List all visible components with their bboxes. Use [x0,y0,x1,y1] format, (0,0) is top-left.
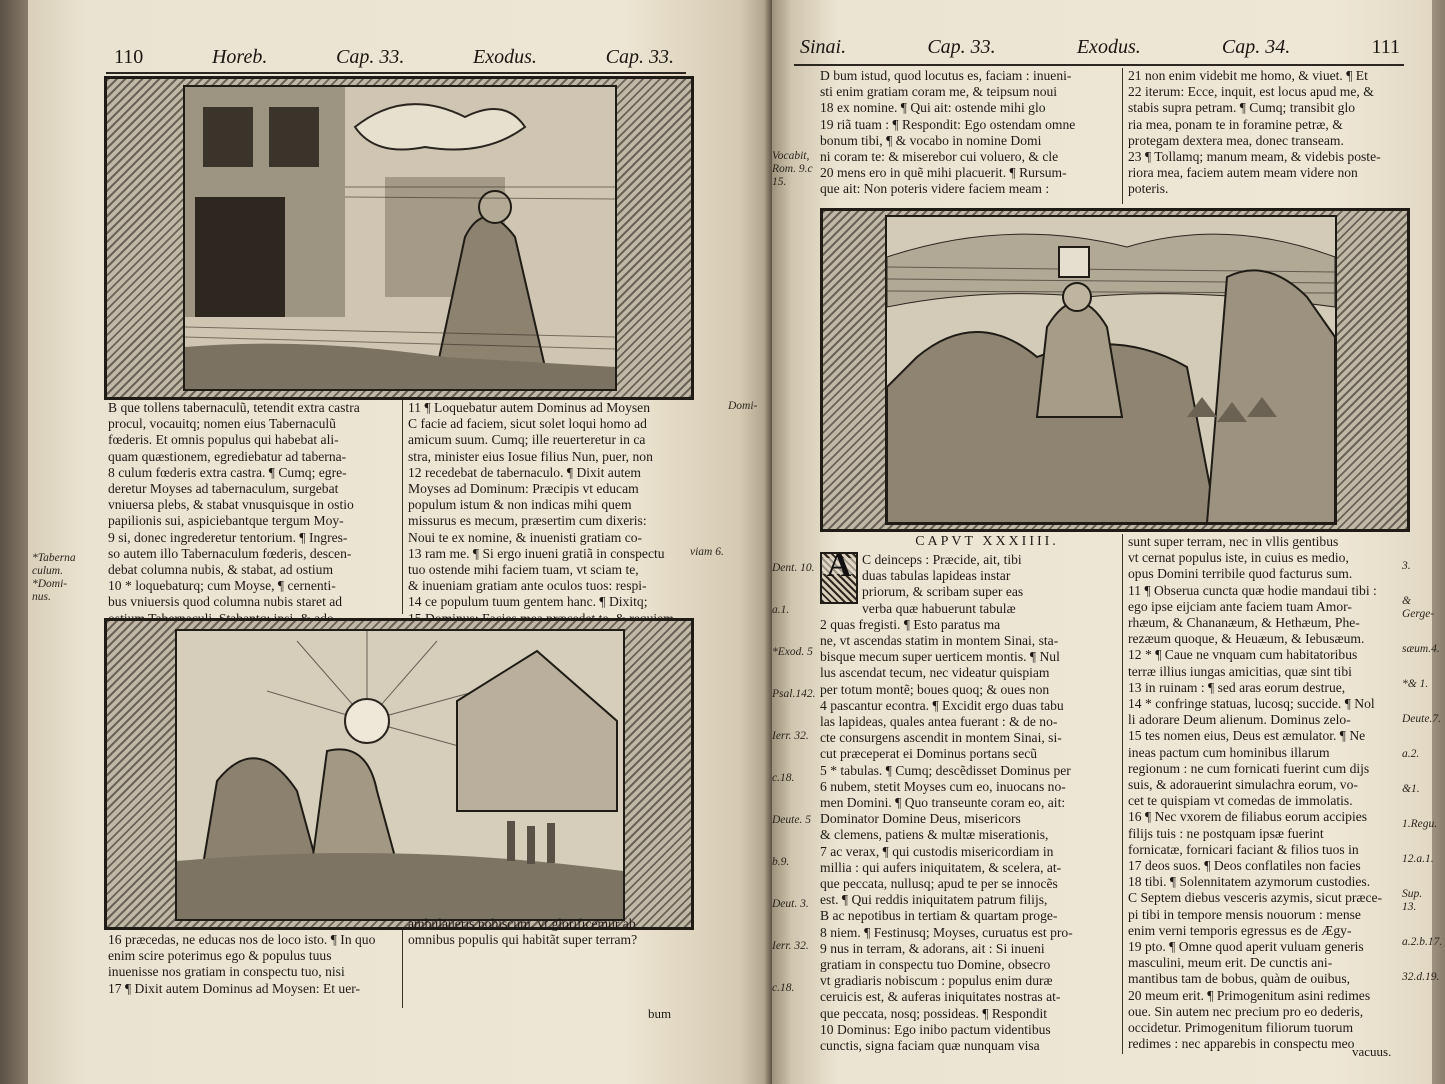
margin-note-line: Ierr. 32. [772,940,809,952]
text-line: quam quæstionem, egrediebatur ad taberna- [108,448,347,464]
text-line: suis, & adorauerint simulachra eorum, vo- [1128,777,1358,793]
text-line: omnibus populis qui habitãt super terram? [408,932,638,948]
text-line: Moyses ad Dominum: Præcipis vt educam [408,481,639,497]
margin-note-line: *& 1. [1402,678,1429,690]
text-line: deretur Moyses ad tabernaculum, surgebat [108,481,339,497]
text-line: 12 * ¶ Caue ne vnquam cum habitatoribus [1128,647,1358,663]
text-line: rhæum, & Chananæum, & Hethæum, Phe- [1128,615,1360,631]
text-line: 11 ¶ Loquebatur autem Dominus ad Moysen [408,400,650,415]
right-catchword: vacuus. [1352,1044,1392,1059]
right-top-column-2 [1128,68,1400,198]
text-line: 10 Dominus: Ego inibo pactum videntibus [820,1021,1051,1037]
text-line: que peccata, nullusq; apud te per se innocẽs [820,876,1058,892]
margin-note-line: sæum.4. [1402,643,1440,655]
text-line: cte consurgens ascendit in montem Sinai, si- [820,730,1062,746]
text-line: protegam dextera mea, donec transeam. [1128,132,1344,148]
text-line: 20 mens ero in quẽ mihi placuerit. ¶ Rursum- [820,165,1067,181]
margin-note-line: Deut. 3. [772,898,809,910]
text-line: sunt super terram, nec in vllis gentibus [1128,534,1339,549]
text-line: stabis supra petram. ¶ Cumq; transibit glo [1128,100,1356,116]
text-line: riora mea, faciem autem meam videre non [1128,165,1358,181]
margin-note-line: 1.Regu. [1402,818,1438,830]
text-line: pi tibi in tempore mensis nouorum : mense [1128,906,1361,922]
text-line: regionum : ne cum fornicati fuerint cum dijs [1128,760,1370,776]
left-book-heading: Exodus. [473,46,537,68]
text-line: 11 ¶ Obserua cuncta quæ hodie mandaui tibi : [1128,582,1377,598]
text-line: missurus es mecum, præsertim cum dixeris: [408,513,647,529]
text-line: 22 iterum: Ecce, inquit, est locus apud me, & [1128,84,1374,100]
text-line: enim scire poterimus ego & populus tuus [108,948,332,964]
margin-note-line: Deute.7. [1402,713,1441,725]
left-page-number: 110 [114,46,144,68]
left-text-column-1 [108,400,394,643]
left-top-margin-note: Domi- [728,400,758,412]
left-place-heading: Horeb. [211,46,268,68]
text-line: las lapideas, quales antea fuerant : & de no- [820,714,1058,730]
text-line: terræ illius iungas amicitias, quæ sint tibi [1128,663,1352,679]
right-running-head [800,36,1400,59]
text-line: 23 ¶ Tollamq; manum meam, & videbis poste- [1128,149,1381,165]
margin-note-line: Deute. 5 [772,814,811,826]
margin-note-line: b.9. [772,856,790,868]
text-line: oue. Sin autem nec precium pro eo dederis, [1128,1003,1364,1019]
text-line: Noui te ex nomine, & inuenisti gratiam co- [408,529,643,545]
text-line: 14 * confringe statuas, lucosq; succide. ¶ Nol [1128,696,1375,712]
text-line: Dominator Domine Deus, misericors [820,811,1021,827]
margin-note-line: c.18. [772,772,795,784]
right-place-heading: Sinai. [800,36,847,58]
margin-note-line: *Taberna [32,552,76,564]
text-line: stra, minister eius Iosue filius Nun, puer, non [408,448,653,464]
margin-note-line: 3. [1402,560,1411,572]
left-chapter-heading: Cap. 33. [336,46,405,68]
left-running-head [114,46,674,69]
text-line: men Domini. ¶ Quo transeunte coram eo, ait: [820,795,1066,811]
column-divider-4 [1122,534,1123,1054]
text-line: priorum, & scribam super eas [862,584,1024,600]
text-line: que peccata, nosq; possideas. ¶ Respondit [820,1005,1048,1021]
text-line: gratiam in conspectu tuo Domine, obsecro [820,957,1051,973]
column-divider-3 [1122,68,1123,204]
text-line: 14 ce populum tuum gentem hanc. ¶ Dixitq; [408,594,648,610]
margin-note-line: c.18. [772,982,795,994]
text-line: li adorare Deum alienum. Dominus zelo- [1128,712,1351,728]
margin-note-line: & Gerge- [1402,595,1435,620]
margin-note-line: Dent. 10. [772,562,815,574]
right-page [772,0,1443,1084]
left-bottom-column-2 [408,916,686,948]
right-top-left-margin-note: Vocabit, Rom. 9.c 15. [772,150,813,188]
margin-note-line: a.1. [772,604,790,616]
margin-note-line: Ierr. 32. [772,730,809,742]
text-line: sti enim gratiam coram me, & teipsum noui [820,84,1058,100]
margin-note-line: Sup. 13. [1402,888,1423,913]
text-line: duas tabulas lapideas instar [862,568,1011,584]
left-margin-notes [32,552,102,604]
text-line: vt cernat populus iste, in cuius es medio, [1128,550,1349,566]
column-divider-2 [402,930,403,1008]
left-catchword: bum [648,1006,672,1021]
margin-note-line: Psal.142. [772,688,816,700]
text-line: 17 ¶ Dixit autem Dominus ad Moysen: Et uer- [108,980,361,996]
margin-note-line: a.2. [1402,748,1420,760]
woodcut-scene-tabernacle [183,85,617,391]
text-line: poteris. [1128,181,1169,197]
text-line: 18 tibi. ¶ Solennitatem azymorum custodies. [1128,874,1371,890]
text-line: ria mea, ponam te in foramine petræ, & [1128,116,1343,132]
woodcut-moses-glory [104,618,694,930]
text-line: papilionis sui, aspiciebantque tergum Moy- [108,513,344,529]
text-line: & inueniam gratiam ante oculos tuos: respi- [408,578,647,594]
text-line: per totum montẽ; boues quoq; & oues non [820,681,1050,697]
drop-initial [820,547,858,604]
left-chapter-heading-2: Cap. 33. [605,46,674,68]
text-line: filijs tuis : ne postquam ipsæ fuerint [1128,825,1324,841]
text-line: lus ascendat tecum, nec videatur quispiam [820,665,1050,681]
text-line: 13 in ruinam : ¶ sed aras eorum destrue, [1128,679,1346,695]
text-line: 17 deos suos. ¶ Deos conflatiles non facies [1128,858,1361,874]
text-line: debat columna nubis, & stabat, ad ostium [108,562,334,578]
text-line: 8 culum fœderis extra castra. ¶ Cumq; egre- [108,464,347,480]
text-line: fœderis. Et omnis populus qui habebat ali- [108,432,339,448]
text-line: fornicatæ, fornicari faciant & filios tuos in [1128,841,1359,857]
right-text-column-1 [820,547,1116,1054]
text-line: 21 non enim videbit me homo, & viuet. ¶ Et [1128,68,1368,83]
text-line: mantibus tam de bobus, quàm de ouibus, [1128,971,1351,987]
margin-note-line: *Domi- [32,578,68,590]
text-line: D bum istud, quod locutus es, faciam : inueni- [820,68,1072,83]
text-line: 2 quas fregisti. ¶ Esto paratus ma [820,616,1001,632]
text-line: C facie ad faciem, sicut solet loqui homo ad [408,416,647,432]
right-book-heading: Exodus. [1076,36,1141,58]
woodcut-scene-glory [175,629,625,921]
text-line: vniuersa plebs, & stabat vnusquisque in ostio [108,497,354,513]
margin-note-line: &1. [1402,783,1420,795]
margin-note-line: culum. [32,565,63,577]
text-line: bonum tibi, ¶ & vocabo in nomine Domi [820,132,1042,148]
text-line: masculini, meum erit. De cunctis ani- [1128,955,1333,971]
margin-note-line: 12.a.1. [1402,853,1434,865]
text-line: bisque mecum super uerticem montis. ¶ Nul [820,649,1060,665]
right-top-column-1 [820,68,1116,198]
left-right-margin-note: viam 6. [690,546,724,558]
right-right-margin-notes [1402,560,1443,1006]
woodcut-moses-sinai [820,208,1410,532]
left-header-rule [106,72,686,74]
text-line: 19 pto. ¶ Omne quod aperit vuluam generis [1128,939,1364,955]
text-line: cunctis, signa faciam quæ nunquam visa [820,1038,1040,1054]
text-line: 10 * loquebaturq; cum Moyse, ¶ cernenti- [108,578,336,594]
column-divider [402,400,403,614]
text-line: C deinceps : Præcide, ait, tibi [862,552,1022,567]
text-line: so autem illo Tabernaculum fœderis, descen- [108,545,352,561]
woodcut-scene-sinai [885,215,1337,525]
right-left-margin-notes [772,556,818,1018]
text-line: amicum suum. Cumq; ille reuerteretur in ca [408,432,646,448]
text-line: 5 * tabulas. ¶ Cumq; descẽdisset Dominus per [820,762,1071,778]
text-line: C Septem diebus vesceris azymis, sicut præce- [1128,890,1383,906]
margin-note-line: nus. [32,591,51,603]
right-chapter-heading-2: Cap. 34. [1221,36,1291,58]
text-line: & clemens, patiens & multæ miserationis, [820,827,1049,843]
right-header-rule [794,64,1404,66]
text-line: millia : qui aufers iniquitatem, & scelera, at- [820,859,1062,875]
text-line: B que tollens tabernaculũ, tetendit extra castra [108,400,360,415]
text-line: opus Domini terribile quod facturus sum. [1128,566,1353,582]
text-line: 15 tes nomen eius, Deus est æmulator. ¶ Ne [1128,728,1366,744]
text-line: occidetur. Primogenitum filiorum tuorum [1128,1020,1354,1036]
text-line: cet te quispiam vt comedas de immolatis. [1128,793,1353,809]
text-line: ego ipse eijciam ante faciem tuam Amor- [1128,598,1352,614]
text-line: enim verni temporis egressus es de Ægy- [1128,922,1352,938]
text-line: redimes : nec apparebis in conspectu meo [1128,1036,1355,1052]
text-line: ne, vt ascendas statim in montem Sinai, sta- [820,633,1059,649]
text-line: 7 ac verax, ¶ qui custodis misericordiam in [820,843,1054,859]
left-text-column-2 [408,400,686,643]
text-line: procul, vocauitq; nomen eius Tabernaculũ [108,416,336,432]
text-line: vt gradiaris nobiscum : populus enim duræ [820,973,1053,989]
drop-initial-letter: A [822,558,856,574]
text-line: 16 ¶ Nec vxorem de filiabus eorum accipies [1128,809,1368,825]
right-chapter-heading: Cap. 33. [927,36,996,58]
text-line: ceruicis est, & auferas iniquitates nostras at- [820,989,1061,1005]
right-page-number: 111 [1371,36,1400,58]
text-line: 18 ex nomine. ¶ Qui ait: ostende mihi glo [820,100,1046,116]
margin-note-line: a.2.b.17. [1402,936,1443,948]
text-line: cut præceperat ei Dominus portans secũ [820,746,1038,762]
woodcut-moses-tabernacle [104,76,694,400]
text-line: 16 præcedas, ne educas nos de loco isto. ¶ In quo [108,932,376,947]
text-line: verba quæ habuerunt tabulæ [862,600,1016,616]
text-line: 19 riã tuam : ¶ Respondit: Ego ostendam omne [820,116,1076,132]
text-line: 13 ram me. ¶ Si ergo inueni gratiã in conspectu [408,545,665,561]
text-line: 9 nus in terram, & adorans, ait : Si inueni [820,940,1045,956]
text-line: 4 pascantur econtra. ¶ Excidit ergo duas tabu [820,697,1064,713]
margin-note-line: *Exod. 5 [772,646,813,658]
right-text-column-2 [1128,534,1400,1053]
left-bottom-column-1 [108,932,394,997]
text-line: 12 recedebat de tabernaculo. ¶ Dixit autem [408,464,641,480]
text-line: rezæum quoque, & Heuæum, & Iebusæum. [1128,631,1365,647]
text-line: 9 si, donec ingrederetur tentorium. ¶ Ingres- [108,529,348,545]
text-line: populum istum & non indicas mihi quem [408,497,632,513]
text-line: ineas pactum cum hominibus illarum [1128,744,1330,760]
text-line: B ac nepotibus in tertiam & quartam proge- [820,908,1058,924]
text-line: que ait: Non poteris videre faciem meam : [820,181,1050,197]
text-line: tuo ostende mihi faciem tuam, vt sciam te, [408,562,639,578]
chapter-caption: CAPVT XXXIIII. [915,534,1059,549]
text-line: 8 niem. ¶ Festinusq; Moyses, curuatus est pro- [820,924,1073,940]
text-line: est. ¶ Qui reddis iniquitatem patrum filijs, [820,892,1048,908]
text-line: bus vniuersis quod columna nubis staret ad [108,594,343,610]
margin-note-line: 32.d.19. [1402,971,1440,983]
text-line: 20 meum erit. ¶ Primogenitum asini redimes [1128,987,1371,1003]
text-line: 6 nubem, stetit Moyses cum eo, inuocans no- [820,778,1066,794]
text-line: ni coram te: & miserebor cui voluero, & cle [820,149,1059,165]
text-line: inuenisse nos gratiam in conspectu tuo, nisi [108,964,345,980]
left-page [28,0,770,1084]
text-line: ambulaueris nobiscum, vt glorificemur ab [408,916,636,931]
